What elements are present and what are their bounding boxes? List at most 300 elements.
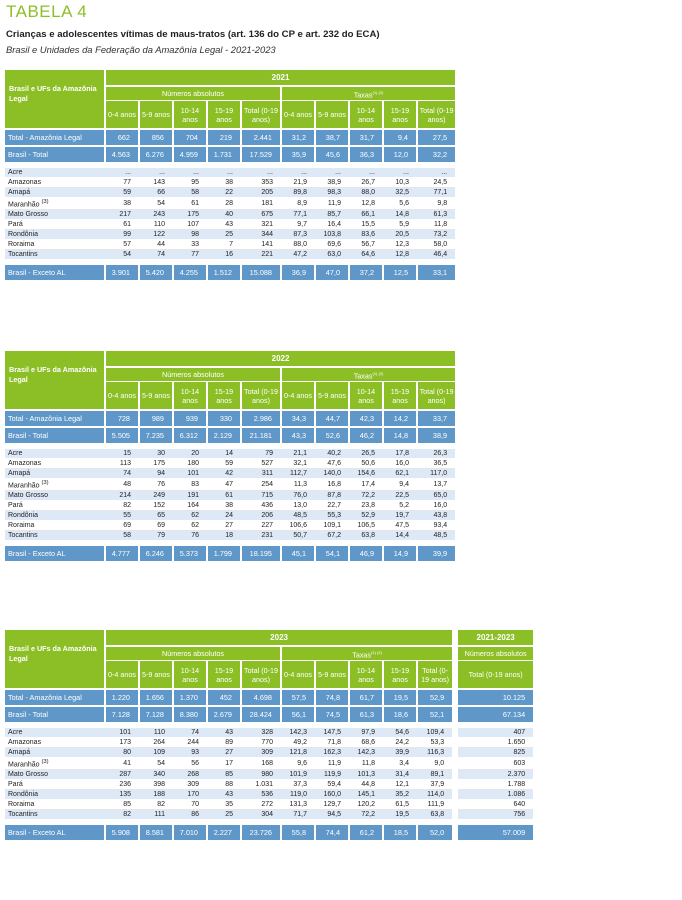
period-total-cell: 407: [455, 728, 533, 738]
absolute-value-cell: 217: [105, 210, 139, 220]
group-rates: [281, 646, 455, 661]
rate-cell: 45,6: [315, 146, 349, 163]
row-name: Amazonas: [8, 178, 42, 186]
row-name: Mato Grosso: [8, 771, 49, 779]
rate-cell: 52,0: [417, 825, 455, 841]
absolute-value-cell: 770: [241, 737, 281, 747]
absolute-value-cell: 2.986: [241, 410, 281, 427]
rate-cell: 52,9: [349, 511, 383, 521]
rate-cell: 101,3: [349, 770, 383, 780]
row-name: Total - Amazônia Legal: [8, 413, 82, 423]
rate-cell: 32,5: [383, 187, 417, 197]
column-header: 5-9 anos: [315, 382, 349, 410]
rate-cell: 37,9: [417, 780, 455, 790]
absolute-value-cell: 304: [241, 810, 281, 820]
absolute-value-cell: 30: [139, 449, 173, 459]
state-row: [5, 747, 533, 757]
period-total-cell: 1.788: [455, 780, 533, 790]
absolute-value-cell: 28.424: [241, 706, 281, 723]
rate-cell: 46,4: [417, 250, 455, 260]
rate-cell: 5,6: [383, 197, 417, 209]
absolute-value-cell: 309: [241, 747, 281, 757]
rate-cell: 5,9: [383, 220, 417, 230]
absolute-value-cell: 16: [207, 250, 241, 260]
row-name: Tocantins: [8, 532, 38, 540]
rate-cell: 94,5: [315, 810, 349, 820]
absolute-value-cell: 79: [241, 449, 281, 459]
rate-cell: 59,4: [315, 780, 349, 790]
rate-cell: 71,8: [315, 737, 349, 747]
absolute-value-cell: ...: [139, 168, 173, 178]
rate-cell: 31,2: [281, 129, 315, 146]
rate-cell: 36,3: [349, 146, 383, 163]
rate-cell: 14,4: [383, 531, 417, 541]
rate-cell: 54,1: [315, 546, 349, 562]
rate-cell: 24,2: [383, 737, 417, 747]
rate-cell: 74,5: [315, 706, 349, 723]
absolute-value-cell: 18: [207, 531, 241, 541]
rate-cell: 34,3: [281, 410, 315, 427]
rate-cell: 72,2: [349, 810, 383, 820]
column-header: 15-19 anos: [207, 661, 241, 689]
rate-cell: 68,6: [349, 737, 383, 747]
absolute-value-cell: 99: [105, 230, 139, 240]
row-label: [5, 129, 105, 146]
absolute-value-cell: 110: [139, 220, 173, 230]
rate-cell: 129,7: [315, 800, 349, 810]
row-name: Amazonas: [8, 459, 42, 467]
rate-cell: 66,1: [349, 210, 383, 220]
row-label: [5, 458, 105, 468]
absolute-value-cell: 62: [173, 521, 207, 531]
state-row: [5, 770, 533, 780]
rate-cell: 44,7: [315, 410, 349, 427]
rate-cell: 38,9: [315, 177, 349, 187]
rate-cell: 18,5: [383, 825, 417, 841]
state-row: [5, 478, 455, 490]
rate-cell: 69,6: [315, 240, 349, 250]
absolute-value-cell: 69: [139, 521, 173, 531]
state-row: [5, 757, 533, 769]
state-row: [5, 240, 455, 250]
absolute-value-cell: 180: [173, 458, 207, 468]
rate-cell: 9,4: [383, 478, 417, 490]
row-name: Maranhão: [8, 201, 40, 209]
absolute-value-cell: 436: [241, 501, 281, 511]
column-header: 5-9 anos: [139, 382, 173, 410]
absolute-value-cell: 227: [241, 521, 281, 531]
absolute-value-cell: 244: [173, 737, 207, 747]
column-header: 0-4 anos: [281, 382, 315, 410]
rate-cell: 72,2: [349, 491, 383, 501]
row-label: [5, 747, 105, 757]
rate-cell: 101,9: [281, 770, 315, 780]
absolute-value-cell: 47: [207, 478, 241, 490]
absolute-value-cell: 4.959: [173, 146, 207, 163]
column-header: 5-9 anos: [139, 661, 173, 689]
rate-cell: 22,5: [383, 491, 417, 501]
absolute-value-cell: 65: [139, 511, 173, 521]
absolute-value-cell: 27: [207, 747, 241, 757]
row-name: Mato Grosso: [8, 211, 49, 219]
column-header: 15-19 anos: [207, 101, 241, 129]
absolute-value-cell: 38: [207, 501, 241, 511]
rate-cell: 88,0: [281, 240, 315, 250]
absolute-value-cell: 243: [139, 210, 173, 220]
absolute-value-cell: 206: [241, 511, 281, 521]
state-row: [5, 521, 455, 531]
absolute-value-cell: 109: [139, 747, 173, 757]
rate-cell: 147,5: [315, 728, 349, 738]
absolute-value-cell: 59: [105, 187, 139, 197]
rate-cell: 87,8: [315, 491, 349, 501]
absolute-value-cell: 61: [173, 197, 207, 209]
absolute-value-cell: 6.246: [139, 546, 173, 562]
column-header: 10-14 anos: [349, 382, 383, 410]
rate-cell: 15,5: [349, 220, 383, 230]
rate-cell: 56,7: [349, 240, 383, 250]
rate-cell: 3,4: [383, 757, 417, 769]
state-row: [5, 187, 455, 197]
absolute-value-cell: 57: [105, 240, 139, 250]
absolute-value-cell: 76: [173, 531, 207, 541]
rate-cell: 26,5: [349, 449, 383, 459]
absolute-value-cell: 205: [241, 187, 281, 197]
absolute-value-cell: 152: [139, 501, 173, 511]
table-header: [6, 2, 676, 56]
rate-cell: 33,1: [417, 265, 455, 281]
rate-cell: 63,8: [417, 810, 455, 820]
row-label: [5, 220, 105, 230]
group-rates: [281, 367, 455, 382]
row-name: Acre: [8, 728, 23, 736]
row-label: [5, 210, 105, 220]
absolute-value-cell: 1.031: [241, 780, 281, 790]
year-header: 2022: [105, 351, 455, 367]
absolute-value-cell: 44: [139, 240, 173, 250]
absolute-value-cell: 17.529: [241, 146, 281, 163]
row-name: Pará: [8, 781, 23, 789]
absolute-value-cell: 2.129: [207, 427, 241, 444]
rate-cell: 160,0: [315, 790, 349, 800]
rate-cell: 114,0: [417, 790, 455, 800]
rate-cell: 39,9: [383, 747, 417, 757]
row-name: Brasil - Total: [8, 709, 49, 719]
period-total-cell: 67.134: [455, 706, 533, 723]
absolute-value-cell: 856: [139, 129, 173, 146]
absolute-value-cell: ...: [241, 168, 281, 178]
absolute-value-cell: 70: [173, 800, 207, 810]
year-header: 2021: [105, 70, 455, 86]
rate-cell: 9,6: [281, 757, 315, 769]
column-header: 15-19 anos: [383, 661, 417, 689]
column-header: 5-9 anos: [315, 661, 349, 689]
row-label: [5, 689, 105, 706]
absolute-value-cell: 48: [105, 478, 139, 490]
absolute-value-cell: 939: [173, 410, 207, 427]
row-label: [5, 146, 105, 163]
state-row: [5, 728, 533, 738]
state-row: [5, 168, 455, 178]
absolute-value-cell: 181: [241, 197, 281, 209]
column-header: 5-9 anos: [139, 101, 173, 129]
row-label: [5, 546, 105, 562]
absolute-value-cell: 4.563: [105, 146, 139, 163]
rate-cell: 5,2: [383, 501, 417, 511]
rate-cell: 11,8: [417, 220, 455, 230]
rate-cell: 11,9: [315, 757, 349, 769]
rate-cell: 17,8: [383, 449, 417, 459]
row-label: [5, 810, 105, 820]
rate-cell: 12,1: [383, 780, 417, 790]
rate-cell: 63,8: [349, 531, 383, 541]
absolute-value-cell: 28: [207, 197, 241, 209]
rate-cell: 93,4: [417, 521, 455, 531]
absolute-value-cell: 7.010: [173, 825, 207, 841]
absolute-value-cell: 1.370: [173, 689, 207, 706]
column-header: 0-4 anos: [105, 382, 139, 410]
period-total-cell: 57.009: [455, 825, 533, 841]
rate-cell: 38,9: [417, 427, 455, 444]
period-total-cell: 756: [455, 810, 533, 820]
absolute-value-cell: 107: [173, 220, 207, 230]
row-footnote: (3): [41, 758, 49, 765]
data-table-2021: [5, 70, 455, 282]
rate-cell: 14,8: [383, 427, 417, 444]
absolute-value-cell: 113: [105, 458, 139, 468]
row-label: [5, 491, 105, 501]
total-row: [5, 410, 455, 427]
absolute-value-cell: 110: [139, 728, 173, 738]
absolute-value-cell: 7.128: [105, 706, 139, 723]
absolute-value-cell: 41: [105, 757, 139, 769]
absolute-value-cell: 42: [207, 468, 241, 478]
rate-cell: 74,4: [315, 825, 349, 841]
rate-cell: 142,3: [281, 728, 315, 738]
absolute-value-cell: 76: [139, 478, 173, 490]
rate-cell: 55,8: [281, 825, 315, 841]
period-total-cell: 10.125: [455, 689, 533, 706]
row-label: [5, 757, 105, 769]
absolute-value-cell: 321: [241, 220, 281, 230]
rate-cell: 71,7: [281, 810, 315, 820]
total-row: [5, 706, 533, 723]
absolute-value-cell: 143: [139, 177, 173, 187]
row-label: [5, 187, 105, 197]
absolute-value-cell: 2.227: [207, 825, 241, 841]
absolute-value-cell: 330: [207, 410, 241, 427]
rate-cell: 12,8: [383, 250, 417, 260]
rate-cell: 14,2: [383, 410, 417, 427]
rate-cell: 36,5: [417, 458, 455, 468]
rate-cell: 131,3: [281, 800, 315, 810]
rate-cell: 62,1: [383, 468, 417, 478]
rates-footnote: (1) (2): [371, 650, 382, 655]
rates-label: Taxas: [353, 371, 373, 381]
absolute-value-cell: 728: [105, 410, 139, 427]
state-row: [5, 780, 533, 790]
absolute-value-cell: 6.276: [139, 146, 173, 163]
row-name: Roraima: [8, 522, 35, 530]
column-header: 10-14 anos: [173, 382, 207, 410]
row-name: Amapá: [8, 748, 31, 756]
absolute-value-cell: 15: [105, 449, 139, 459]
rate-cell: 89,1: [417, 770, 455, 780]
column-header: Total (0-19 anos): [241, 101, 281, 129]
total-row: [5, 146, 455, 163]
absolute-value-cell: 55: [105, 511, 139, 521]
absolute-value-cell: 79: [139, 531, 173, 541]
row-label: [5, 468, 105, 478]
rate-cell: 142,3: [349, 747, 383, 757]
absolute-value-cell: 675: [241, 210, 281, 220]
column-header: 5-9 anos: [315, 101, 349, 129]
row-name: Brasil - Total: [8, 430, 49, 440]
row-label: [5, 240, 105, 250]
absolute-value-cell: 85: [207, 770, 241, 780]
rate-cell: 48,5: [417, 531, 455, 541]
absolute-value-cell: 74: [173, 728, 207, 738]
state-row: [5, 449, 455, 459]
absolute-value-cell: 4.255: [173, 265, 207, 281]
row-label: [5, 197, 105, 209]
rate-cell: 103,8: [315, 230, 349, 240]
state-row: [5, 531, 455, 541]
rate-cell: 74,8: [315, 689, 349, 706]
absolute-value-cell: 6.312: [173, 427, 207, 444]
state-row: [5, 220, 455, 230]
column-header-extra: Total (0-19 anos): [455, 661, 533, 689]
absolute-value-cell: 214: [105, 491, 139, 501]
absolute-value-cell: 77: [105, 177, 139, 187]
rate-cell: ...: [383, 168, 417, 178]
data-table-2022: [5, 351, 455, 563]
absolute-value-cell: 88: [207, 780, 241, 790]
absolute-value-cell: 309: [173, 780, 207, 790]
absolute-value-cell: 38: [207, 177, 241, 187]
absolute-value-cell: 662: [105, 129, 139, 146]
absolute-value-cell: 58: [173, 187, 207, 197]
absolute-value-cell: 33: [173, 240, 207, 250]
rate-cell: 53,3: [417, 737, 455, 747]
rate-cell: ...: [281, 168, 315, 178]
row-label: [5, 168, 105, 178]
total-row: [5, 546, 455, 562]
rate-cell: 12,5: [383, 265, 417, 281]
rate-cell: 50,6: [349, 458, 383, 468]
rate-cell: 13,7: [417, 478, 455, 490]
absolute-value-cell: 135: [105, 790, 139, 800]
row-name: Amapá: [8, 469, 31, 477]
year-header: 2023: [105, 630, 455, 646]
absolute-value-cell: 62: [173, 511, 207, 521]
absolute-value-cell: 38: [105, 197, 139, 209]
rate-cell: 64,6: [349, 250, 383, 260]
rate-cell: 120,2: [349, 800, 383, 810]
absolute-value-cell: ...: [207, 168, 241, 178]
state-row: [5, 250, 455, 260]
rates-label: Taxas: [353, 90, 373, 100]
row-header: Brasil e UFs da Amazônia Legal: [5, 351, 105, 410]
absolute-value-cell: 191: [173, 491, 207, 501]
rate-cell: 37,3: [281, 780, 315, 790]
absolute-value-cell: 175: [139, 458, 173, 468]
column-header: 0-4 anos: [281, 661, 315, 689]
state-row: [5, 501, 455, 511]
row-label: [5, 770, 105, 780]
rate-cell: 17,4: [349, 478, 383, 490]
rate-cell: 21,9: [281, 177, 315, 187]
absolute-value-cell: 74: [139, 250, 173, 260]
row-name: Maranhão: [8, 761, 40, 769]
row-label: [5, 780, 105, 790]
absolute-value-cell: 173: [105, 737, 139, 747]
state-row: [5, 737, 533, 747]
rate-cell: 109,4: [417, 728, 455, 738]
absolute-value-cell: 82: [105, 810, 139, 820]
row-label: [5, 501, 105, 511]
rate-cell: 16,0: [383, 458, 417, 468]
column-header: 0-4 anos: [105, 661, 139, 689]
rate-cell: 57,5: [281, 689, 315, 706]
row-name: Tocantins: [8, 811, 38, 819]
state-row: [5, 177, 455, 187]
row-name: Brasil - Exceto AL: [8, 548, 66, 558]
column-header: 10-14 anos: [349, 101, 383, 129]
state-row: [5, 800, 533, 810]
rate-cell: 44,8: [349, 780, 383, 790]
absolute-value-cell: 1.799: [207, 546, 241, 562]
row-name: Rondônia: [8, 512, 38, 520]
row-name: Acre: [8, 449, 23, 457]
rates-footnote: (1) (2): [372, 371, 384, 376]
absolute-value-cell: 398: [139, 780, 173, 790]
row-label: [5, 737, 105, 747]
rate-cell: 119,0: [281, 790, 315, 800]
rate-cell: 83,6: [349, 230, 383, 240]
group-rates: [281, 86, 455, 101]
row-label: [5, 230, 105, 240]
absolute-value-cell: 80: [105, 747, 139, 757]
absolute-value-cell: 249: [139, 491, 173, 501]
rate-cell: 52,1: [417, 706, 455, 723]
rate-cell: 43,3: [281, 427, 315, 444]
absolute-value-cell: 93: [173, 747, 207, 757]
period-total-cell: 825: [455, 747, 533, 757]
absolute-value-cell: 25: [207, 810, 241, 820]
absolute-value-cell: 175: [173, 210, 207, 220]
absolute-value-cell: 5.505: [105, 427, 139, 444]
absolute-value-cell: 24: [207, 511, 241, 521]
absolute-value-cell: 7.128: [139, 706, 173, 723]
state-row: [5, 810, 533, 820]
absolute-value-cell: ...: [173, 168, 207, 178]
rate-cell: 65,0: [417, 491, 455, 501]
state-row: [5, 210, 455, 220]
rate-cell: 47,6: [315, 458, 349, 468]
column-header: 10-14 anos: [173, 661, 207, 689]
rate-cell: 87,3: [281, 230, 315, 240]
total-row: [5, 265, 455, 281]
row-name: Total - Amazônia Legal: [8, 132, 82, 142]
rate-cell: 14,8: [383, 210, 417, 220]
rate-cell: 39,9: [417, 546, 455, 562]
absolute-value-cell: 8.581: [139, 825, 173, 841]
absolute-value-cell: 264: [139, 737, 173, 747]
rates-label: Taxas: [352, 650, 372, 660]
row-label: [5, 790, 105, 800]
rate-cell: 73,2: [417, 230, 455, 240]
